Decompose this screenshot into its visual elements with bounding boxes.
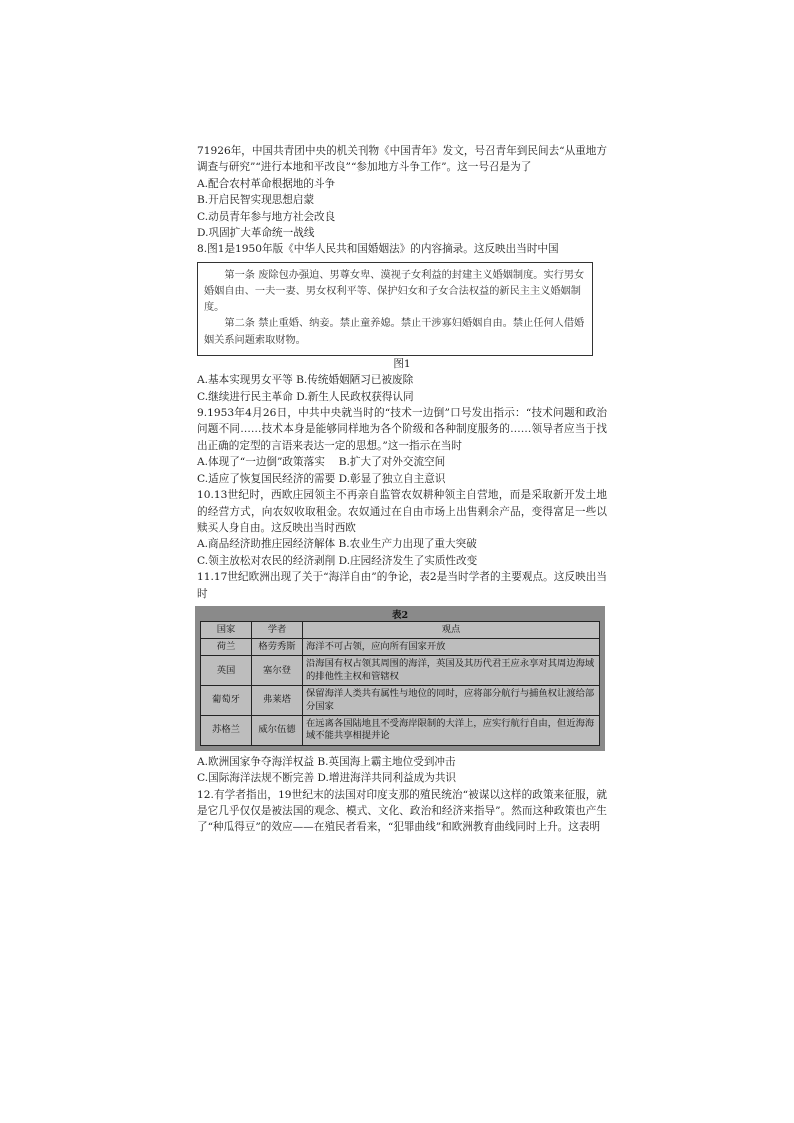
table-header-row [201,621,600,638]
table-cell-country: 荷兰 [201,638,252,655]
question-8-stem: 8.图1是1950年版《中华人民共和国婚姻法》的内容摘录。这反映出当时中国 [197,243,559,256]
question-11-stem: 11.17世纪欧洲出现了关于“海洋自由”的争论，表2是当时学者的主要观点。这反映出当时 [197,571,607,600]
figure-1-caption: 图1 [393,357,411,370]
question-7-option-b: B.开启民智实现思想启蒙 [197,194,315,207]
table-row [201,686,600,716]
question-10-options-cd: C.领主放松对农民的经济剥削 D.庄园经济发生了实质性改变 [197,554,478,567]
table-2-photo [195,606,605,751]
table-cell-scholar: 格劳秀斯 [252,638,303,655]
question-7-stem: 71926年，中国共青团中央的机关刊物《中国青年》发文，号召青年到民间去“从重地方调查与研究”“进行本地和平改良”“参加地方斗争工作”。这一号召是为了 [197,145,607,174]
table-2 [200,621,600,746]
table-cell-country: 英国 [201,656,252,686]
table-cell-country: 苏格兰 [201,715,252,745]
table-cell-viewpoint: 海洋不可占领，应向所有国家开放 [303,638,600,655]
table-header-viewpoint: 观点 [303,621,600,638]
question-7-option-c: C.动员青年参与地方社会改良 [197,210,336,223]
question-7-option-a: A.配合农村革命根据地的斗争 [197,177,336,190]
question-8-options-ab: A.基本实现男女平等 B.传统婚姻陋习已被废除 [197,374,414,387]
table-header-scholar: 学者 [252,621,303,638]
question-9-options-ab: A.体现了“一边倒”政策落实 B.扩大了对外交流空间 [197,456,446,469]
question-9-stem: 9.1953年4月26日，中共中央就当时的“技术一边倒”口号发出指示：“技术问题和政治问题不同……技术本身是能够同样地为各个阶级和各种制度服务的……领导者应当于找出正确的定型的言语来表达一定的思想。”这一指示在当时 [197,407,607,452]
table-cell-scholar: 弗莱塔 [252,686,303,716]
question-content [197,143,607,836]
question-11-options-ab: A.欧洲国家争夺海洋权益 B.英国海上霸主地位受到冲击 [197,755,456,768]
question-9-options-cd: C.适应了恢复国民经济的需要 D.彰显了独立自主意识 [197,472,446,485]
marriage-law-article-1: 第一条 废除包办强迫、男尊女卑、漠视子女利益的封建主义婚姻制度。实行男女婚姻自由、一夫一妻、男女权利平等、保护妇女和子女合法权益的新民主主义婚姻制度。 [204,269,585,314]
question-10-stem: 10.13世纪时，西欧庄园领主不再亲自监管农奴耕种领主自营地，而是采取新开发土地的经营方式，向农奴收取租金。农奴通过在自由市场上出售剩余产品，变得富足一些以赎买人身自由。这反映出当时西欧 [197,489,607,534]
question-10-options-ab: A.商品经济助推庄园经济解体 B.农业生产力出现了重大突破 [197,538,477,551]
table-cell-scholar: 威尔伍德 [252,715,303,745]
table-2-title: 表2 [391,609,409,621]
table-cell-viewpoint: 沿海国有权占领其周围的海洋，英国及其历代君王应永享对其周边海域的排他性主权和管辖权 [303,656,600,686]
question-11-options-cd: C.国际海洋法规不断完善 D.增进海洋共同利益成为共识 [197,772,457,785]
table-cell-viewpoint: 保留海洋人类共有属性与地位的同时，应将部分航行与捕鱼权让渡给部分国家 [303,686,600,716]
figure-1-excerpt-box [197,262,593,356]
marriage-law-article-2: 第二条 禁止重婚、纳妾。禁止童养媳。禁止干涉寡妇婚姻自由。禁止任何人借婚姻关系问题索取财物。 [204,318,585,346]
question-7-option-d: D.巩固扩大革命统一战线 [197,227,315,240]
table-cell-viewpoint: 在远离各国陆地且不受海岸限制的大洋上，应实行航行自由，但近海海域不能共享相提并论 [303,715,600,745]
question-8-options-cd: C.继续进行民主革命 D.新生人民政权获得认同 [197,390,414,403]
question-12-stem: 12.有学者指出，19世纪末的法国对印度支那的殖民统治“被谋以这样的政策来征服，就是它几乎仅仅是被法国的观念、模式、文化、政治和经济来指导”。然而这种政策也产生了“种瓜得豆”的效应——在殖民者看来，“犯罪曲线”和欧洲教育曲线同时上升。这表明 [197,788,607,834]
table-row [201,715,600,745]
table-cell-country: 葡萄牙 [201,686,252,716]
table-row [201,638,600,655]
table-cell-scholar: 塞尔登 [252,656,303,686]
table-header-country: 国家 [201,621,252,638]
table-row [201,656,600,686]
